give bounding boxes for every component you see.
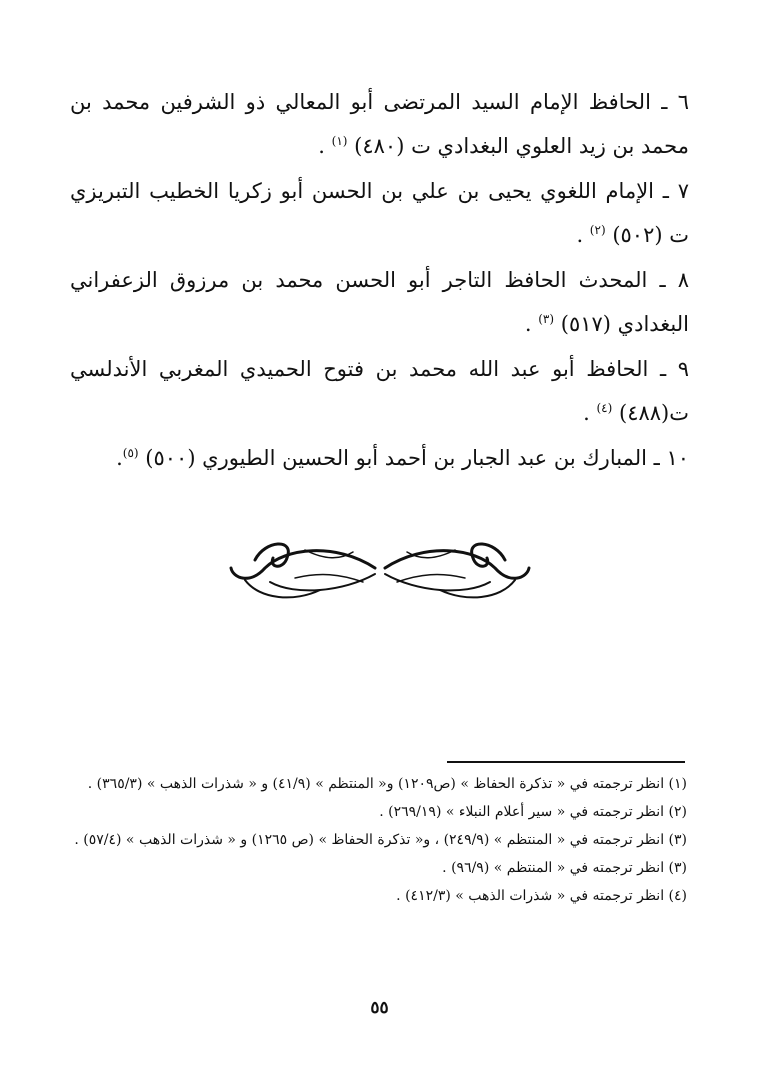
footnote-ref: (٢): [589, 223, 606, 237]
footnote-ref: (٣): [538, 312, 555, 326]
footnote-3: (٣) انظر ترجمته في « المنتظم » (٢٤٩/٩) ، و« تذكرة الحفاظ » (ص ١٢٦٥) و « شذرات الذهب » (٥٧/٤) .: [74, 832, 687, 848]
entry-8: [70, 258, 689, 346]
footnote-ref: (٤): [596, 401, 613, 415]
entry-text: ٦ ـ الحافظ الإمام السيد المرتضى أبو المعالي ذو الشرفين محمد بن محمد بن زيد العلوي البغدادي ت (٤٨٠): [70, 90, 689, 158]
entry-9: [70, 347, 689, 435]
footnote-2: (٢) انظر ترجمته في « سير أعلام النبلاء » (٢٦٩/١٩) .: [379, 804, 687, 820]
entry-7: [70, 169, 689, 257]
entry-text: ١٠ ـ المبارك بن عبد الجبار بن أحمد أبو الحسين الطيوري (٥٠٠): [145, 446, 689, 470]
entry-text: ٩ ـ الحافظ أبو عبد الله محمد بن فتوح الحميدي المغربي الأندلسي ت(٤٨٨): [70, 357, 689, 425]
footnote-ref: (١): [331, 134, 348, 148]
footnotes: [70, 770, 687, 910]
page-number: ٥٥: [370, 998, 389, 1018]
entry-text: ٧ ـ الإمام اللغوي يحيى بن علي بن الحسن أبو زكريا الخطيب التبريزي ت (٥٠٢): [70, 179, 689, 247]
footnote-5: (٤) انظر ترجمته في « شذرات الذهب » (٤١٢/٣) .: [396, 888, 687, 904]
entry-end: .: [318, 134, 332, 158]
entry-6: [70, 80, 689, 168]
footnote-rule: [447, 761, 685, 763]
footnote-4: (٣) انظر ترجمته في « المنتظم » (٩٦/٩) .: [442, 860, 687, 876]
entry-end: .: [524, 312, 539, 336]
footnote-1: (١) انظر ترجمته في « تذكرة الحفاظ » (ص١٢٠٩) و« المنتظم » (٤١/٩) و « شذرات الذهب » (٣٦٥/٣) .: [87, 776, 687, 792]
entry-end: .: [583, 401, 597, 425]
entry-text: ٨ ـ المحدث الحافظ التاجر أبو الحسن محمد بن مرزوق الزعفراني البغدادي (٥١٧): [70, 268, 689, 336]
footnote-ref: (٥): [122, 446, 139, 460]
entry-end: .: [576, 223, 590, 247]
ornament-divider: [225, 530, 535, 605]
entry-end: .: [116, 446, 123, 470]
entries-list: [70, 80, 689, 481]
entry-10: [70, 436, 689, 480]
